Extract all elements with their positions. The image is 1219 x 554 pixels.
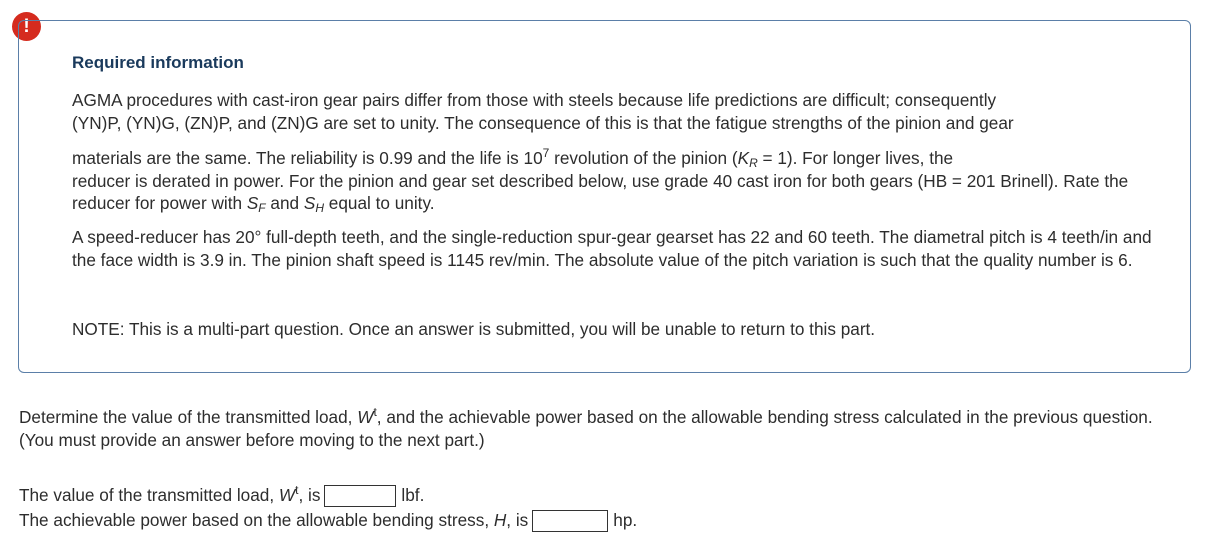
- question-text-part: Determine the value of the transmitted load,: [19, 407, 358, 427]
- sh-symbol: S: [303, 193, 316, 213]
- transmitted-load-input[interactable]: [324, 485, 396, 507]
- load-label: , is: [298, 485, 321, 505]
- h-symbol: H: [493, 510, 507, 530]
- description-text: = 1). For longer lives, the: [757, 148, 954, 168]
- wt-symbol: W: [357, 407, 374, 427]
- power-label: The achievable power based on the allowable bending stress,: [19, 510, 494, 530]
- description-text: and: [265, 193, 304, 213]
- question-text: [19, 406, 1189, 452]
- kr-symbol: K: [737, 148, 750, 168]
- description-text: materials are the same. The reliability is 0.99 and the life is 10: [72, 148, 543, 168]
- required-information-heading: Required information: [72, 53, 244, 72]
- description-line-1: AGMA procedures with cast-iron gear pairs differ from those with steels because life predictions are difficult; consequently: [72, 90, 997, 110]
- wt-superscript: t: [373, 405, 377, 419]
- problem-description-paragraph: [72, 89, 1152, 215]
- load-unit: lbf.: [401, 485, 425, 505]
- description-text: equal to unity.: [324, 193, 435, 213]
- question-text-part: , and the achievable power based on the allowable bending stress calculated in the previous question. (You must provide an answer before moving to the next part.): [19, 407, 1153, 450]
- exponent: 7: [542, 146, 550, 160]
- achievable-power-input[interactable]: [532, 510, 608, 532]
- description-line-2: (YN)P, (YN)G, (ZN)P, and (ZN)G are set to unity. The consequence of this is that the fatigue strengths of the pinion and gear: [72, 112, 1014, 133]
- gearset-description-paragraph: A speed-reducer has 20° full-depth teeth, and the single-reduction spur-gear gearset has 22 and 60 teeth. The diametral pitch is 4 teeth/in and the face width is 3.9 in. The pinion shaft speed is 1145 rev/min. The absolute value of the pitch variation is such that the quality number is 6.: [72, 227, 1152, 270]
- load-label: The value of the transmitted load,: [19, 485, 279, 505]
- alert-icon: !: [12, 12, 41, 41]
- sh-subscript: H: [315, 201, 325, 215]
- power-answer-row: [19, 509, 637, 532]
- power-label: , is: [506, 510, 529, 530]
- wt-superscript: t: [295, 483, 299, 497]
- wt-symbol: W: [278, 485, 296, 505]
- sf-symbol: S: [246, 193, 259, 213]
- kr-subscript: R: [749, 156, 758, 170]
- sf-subscript: F: [258, 201, 266, 215]
- description-line-3: [72, 147, 1152, 170]
- transmitted-load-answer-row: [19, 484, 424, 507]
- power-unit: hp.: [613, 510, 638, 530]
- description-text: revolution of the pinion (: [549, 148, 738, 168]
- multi-part-note: NOTE: This is a multi-part question. Once an answer is submitted, you will be unable to return to this part.: [72, 319, 876, 339]
- description-text: reducer is derated in power. For the pinion and gear set described below, use grade 40 cast iron for both gears (HB = 201 Brinell). Rate the reducer for power with: [72, 170, 1129, 213]
- description-rest: [72, 171, 1128, 214]
